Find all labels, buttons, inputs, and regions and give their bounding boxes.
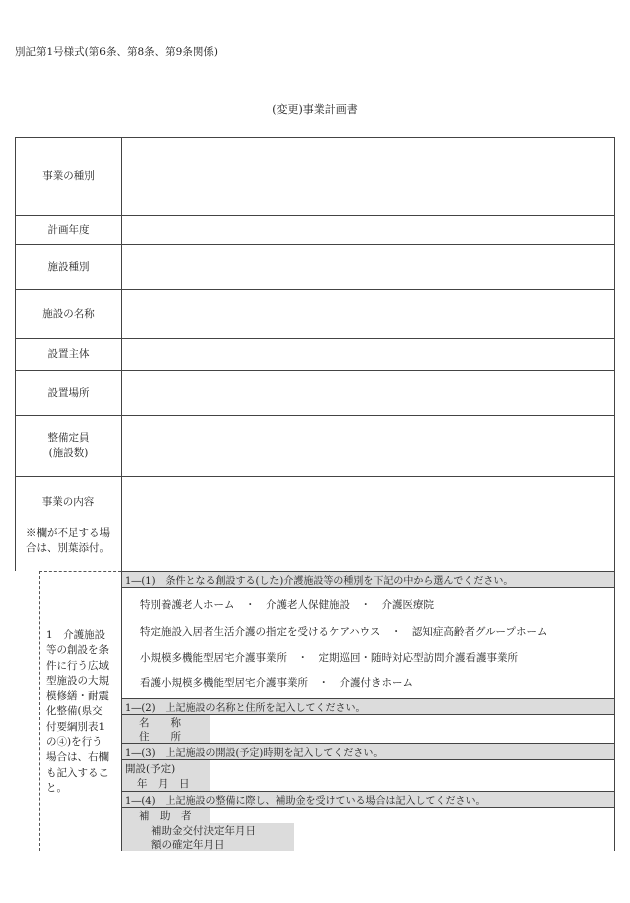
label-q2-address: 住 所 — [139, 731, 181, 743]
label-q3-open: 開設(予定) — [125, 763, 176, 775]
label-location: 設置場所 — [47, 386, 90, 399]
dashed-divider — [39, 571, 121, 572]
input-q4-subsidizer[interactable] — [211, 808, 613, 823]
input-q3[interactable] — [211, 760, 613, 791]
label-business-content: 事業の内容 — [41, 496, 95, 508]
side-note-line: の④)を行う — [46, 736, 103, 749]
question-1-1: 1―(1) 条件となる創設する(した)介護施設等の種別を下記の中から選んでください。 — [125, 576, 514, 587]
label-q3-date: 年 月 日 — [137, 778, 190, 790]
side-note-line: 等の創設を条 — [46, 644, 109, 657]
question-1-3: 1―(3) 上記施設の開設(予定)時期を記入してください。 — [125, 748, 384, 759]
input-business-content[interactable] — [122, 477, 614, 569]
side-note-line: 1 介護施設 — [46, 629, 106, 641]
label-q4-subsidizer: 補 助 者 — [139, 810, 192, 822]
plan-table — [15, 137, 615, 851]
label-q4-decision-date: 補助金交付決定年月日 — [151, 825, 256, 837]
label-capacity-sub: (施設数) — [48, 447, 89, 459]
label-q2-name: 名 称 — [139, 717, 181, 729]
label-facility-type: 施設種別 — [47, 260, 90, 273]
label-business-type: 事業の種別 — [42, 170, 95, 182]
side-note-line: 付要綱別表1 — [46, 720, 106, 733]
content-note-line1: ※欄が不足する場 — [26, 527, 110, 539]
side-note-line: 模修繕・耐震 — [46, 690, 109, 703]
option-line-1[interactable]: 特別養護老人ホーム ・ 介護老人保健施設 ・ 介護医療院 — [140, 599, 434, 611]
label-capacity — [16, 416, 121, 476]
input-q2[interactable] — [211, 715, 613, 743]
content-note-line2: 合は、別葉添付。 — [26, 542, 110, 554]
input-capacity[interactable] — [122, 416, 614, 476]
label-plan-year: 計画年度 — [47, 223, 90, 236]
label-q4-amount-date: 額の確定年月日 — [151, 839, 225, 851]
dashed-border — [39, 571, 40, 851]
option-line-2[interactable]: 特定施設入居者生活介護の指定を受けるケアハウス ・ 認知症高齢者グループホーム — [140, 626, 548, 638]
input-location[interactable] — [122, 371, 614, 415]
side-note-line: 化整備(県交 — [46, 705, 103, 718]
label-facility-name: 施設の名称 — [42, 307, 95, 320]
side-note-line: 件に行う広域 — [46, 659, 109, 672]
question-1-4: 1―(4) 上記施設の整備に際し、補助金を受けている場合は記入してください。 — [125, 796, 486, 807]
side-note-line: 場合は、右欄 — [46, 751, 109, 764]
input-establisher[interactable] — [122, 339, 614, 370]
question-1-2: 1―(2) 上記施設の名称と住所を記入してください。 — [125, 703, 366, 714]
document-title: (変更)事業計画書 — [272, 103, 358, 116]
side-note-line: も記入するこ — [46, 766, 109, 779]
input-business-type[interactable] — [122, 138, 614, 215]
side-note-line: と。 — [46, 781, 67, 794]
section1-side-note — [46, 628, 120, 796]
side-note-line: 型施設の大規 — [46, 674, 109, 687]
input-plan-year[interactable] — [122, 216, 614, 244]
input-facility-name[interactable] — [122, 290, 614, 338]
label-establisher: 設置主体 — [47, 348, 90, 360]
option-line-4[interactable]: 看護小規模多機能型居宅介護事業所 ・ 介護付きホーム — [140, 677, 413, 689]
input-q4-dates[interactable] — [295, 823, 613, 851]
input-facility-type[interactable] — [122, 245, 614, 289]
option-line-3[interactable]: 小規模多機能型居宅介護事業所 ・ 定期巡回・随時対応型訪問介護看護事業所 — [140, 652, 518, 664]
form-number: 別記第1号様式(第6条、第8条、第9条関係) — [15, 46, 218, 58]
label-capacity-main: 整備定員 — [47, 432, 90, 444]
